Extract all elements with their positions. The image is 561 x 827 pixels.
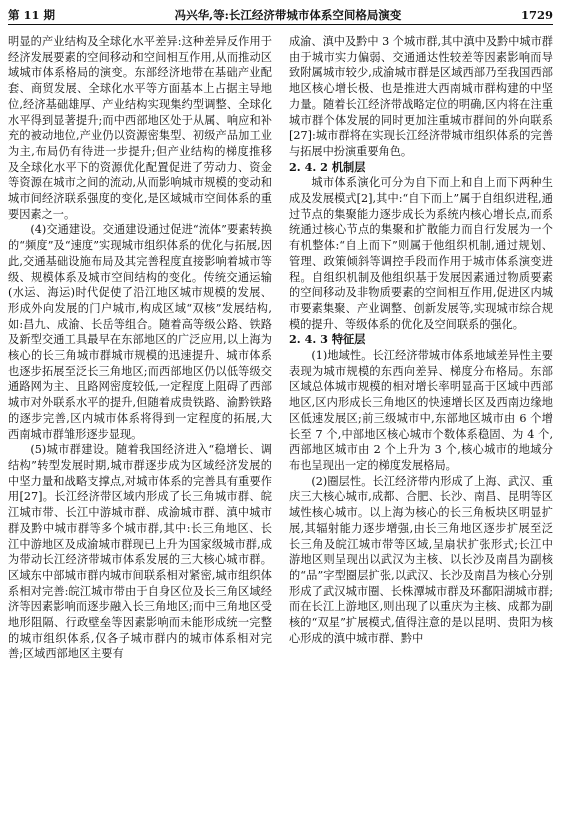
section-heading: 2. 4. 3 特征层 — [289, 332, 366, 347]
body-paragraph: 成渝、滇中及黔中 3 个城市群,其中滇中及黔中城市群由于城市实力偏弱、交通通达性较差等因素影响而导致附属城市较少,成渝城市群是区域西部乃至我国西部地区核心增长极、也是推进大西南城市群构建的中坚力量。随着长江经济带战略定位的明确,区内将在注重城市群个体发展的同时更加注重城市群间的外向联系[27]:城市群将在实现长江经济带城市组织体系的完善与拓展中扮演重要角色。 — [289, 35, 553, 158]
running-title: 冯兴华,等:长江经济带城市体系空间格局演变 — [174, 8, 402, 22]
body-paragraph: 明显的产业结构及全球化水平差异:这种差异反作用于经济发展要素的空间移动和空间相互作用,从而推动区域城市体系格局的演变。东部经济地带在基础产业配套、商贸发展、全球化水平等方面基本上占据主导地位,经济基础雄厚、产业结构实现集约型调整、全球化水平得到显著提升;而中西部地区处于从属、响应和补充的被动地位,产业仍以资源密集型、初级产品加工业为主,布局仍有待进一步提升;但产业结构的梯度推移及全球化水平下的资源优化配置促进了劳动力、资金等资源在城市之间的流动,从而影响城市规模的变动和城市间经济联系强度的变化,是区域城市空间体系的重要因素之一。 — [8, 35, 272, 221]
section-heading: 2. 4. 2 机制层 — [289, 159, 366, 174]
page-header — [8, 6, 553, 24]
right-column — [289, 34, 553, 819]
article-body — [8, 34, 553, 819]
body-paragraph: (4)交通建设。交通建设通过促进“流体”要素转换的“频度”及“速度”实现城市组织体系的优化与拓展,因此,交通基础设施布局及其完善程度直接影响着城市等级、规模体系及城市空间结构的变化。传统交通运输(水运、海运)时代促使了沿江地区城市规模的发展、形成外向发展的门户城市,构成区域“双核”发展结构,如:昌九、成渝、长岳等组合。随着高等级公路、铁路及新型交通工具最早在东部地区的广泛应用,以上海为核心的长三角城市群城市规模的迅速提升、城市体系也逐步拓展至泛长三角地区;而西部地区仍以低等级交通路网为主、且路网密度较低,一定程度上阻碍了西部城市对外联系水平的提升,但随着成贵铁路、渝黔铁路的逐步完善,区内城市体系将得到一定程度的拓展,大西南城市群雏形逐步显现。 — [8, 223, 272, 441]
issue-number: 第 11 期 — [8, 8, 56, 22]
body-paragraph: 城市体系演化可分为自下而上和自上而下两种生成及发展模式[2],其中:“自下而上”属于自组织进程,通过节点的集聚能力逐步成长为系统内核心增长点,而系统通过核心节点的集聚和扩散能力而自行发展为一个有机整体:“自上而下”则属于他组织机制,通过规划、管理、政策倾斜等调控手段而作用于城市体系演变进程。自组织机制及他组织基于发展因素通过物质要素的空间移动及非物质要素的空间相互作用,促进区内城市要素集聚、产业调整、创新发展等,实现城市综合规模的提升、等级体系的优化及空间联系的强化。 — [289, 176, 553, 331]
body-paragraph: (5)城市群建设。随着我国经济进入“稳增长、调结构”转型发展时期,城市群逐步成为区域经济发展的中坚力量和战略支撑点,对城市体系的完善具有重要作用[27]。长江经济带区域内形成了长三角城市群、皖江城市带、长江中游城市群、成渝城市群、滇中城市群及黔中城市群等多个城市群,其中:长三角地区、长江中游地区及成渝城市群现已上升为国家级城市群,成为带动长江经济带城市体系发展的三大核心城市群。区域东中部城市群内城市间联系相对紧密,城市组织体系相对完善:皖江城市带由于自身区位及长三角区域经济等因素影响而逐步融入长三角地区;而中三角地区受地形阻隔、行政壁垒等因素影响而未能形成统一完整的城市组织体系,仅各子城市群内的城市体系相对完善;区域西部地区主要有 — [8, 443, 272, 661]
body-paragraph: (2)圈层性。长江经济带内形成了上海、武汉、重庆三大核心城市,成都、合肥、长沙、南昌、昆明等区域性核心城市。以上海为核心的长三角板块区明显扩展,其辐射能力逐步增强,由长三角地区逐步扩展至泛长三角及皖江城市带等区域,呈扇状扩张形式;长江中游地区则呈现出以武汉为主核、以长沙及南昌为副核的“品”字型圈层扩张,以武汉、长沙及南昌为核心分别形成了武汉城市圈、长株潭城市群及环鄱阳湖城市群;而在长江上游地区,则出现了以重庆为主核、成都为副核的“双星”扩展模式,值得注意的是以昆明、贵阳为核心形成的滇中城市群、黔中 — [289, 474, 553, 645]
header-rule — [8, 24, 553, 25]
left-column — [8, 34, 272, 819]
page-number: 1729 — [520, 8, 553, 22]
body-paragraph: (1)地域性。长江经济带城市体系地域差异性主要表现为城市规模的东西向差异、梯度分布格局。东部区域总体城市规模的相对增长率明显高于区域中西部地区,区内形成长三角地区的快速增长区及西南边缘地区低速发展区;前三级城市中,东部地区城市由 6 个增长至 7 个,中部地区核心城市个数体系稳固、为 4 个,西部地区城市由 2 个上升为 3 个,核心城市的地域分布也呈现出一定的梯度发展格局。 — [289, 349, 553, 472]
